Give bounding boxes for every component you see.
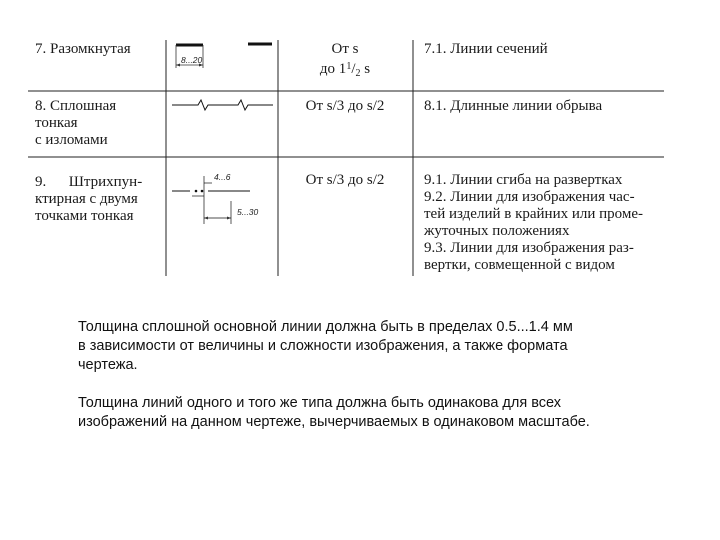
dash-range-label: 5...30 (237, 207, 259, 217)
row-7-name (35, 41, 131, 58)
row-8-name (35, 98, 116, 149)
row-9-purpose-line-3: тей изделий в крайних или проме- (424, 206, 644, 222)
row-7-name-line: 7. Разомкнутая (35, 41, 131, 57)
body-text (78, 318, 668, 451)
row-8-thickness-value: От s/3 до s/2 (305, 98, 385, 114)
row-9-name-line-2: ктирная с двумя (35, 191, 138, 207)
row-9-name-line-1: 9. Штрихпун- (35, 174, 143, 190)
row-9-name-line-3: точками тонкая (35, 208, 134, 224)
row-9-purpose-line-4: жуточных положениях (424, 223, 570, 239)
row-9-purpose (424, 172, 643, 274)
paragraph-line-thickness-range: Толщина сплошной основной линии должна быть в пределах 0.5...1.4 мм в зависимости от величины и сложности изображения, а также формата чертежа. (78, 319, 573, 373)
row-8-purpose-line: 8.1. Длинные линии обрыва (424, 98, 603, 114)
row-8-purpose (424, 98, 602, 115)
row-7-purpose (424, 41, 548, 58)
row-9-thickness (280, 172, 410, 189)
dash-length-label: 8...20 (181, 55, 203, 65)
row-9-name (35, 174, 163, 225)
row-9-thickness-value: От s/3 до s/2 (305, 172, 385, 188)
row-9-purpose-line-5: 9.3. Линии для изображения раз- (424, 240, 634, 256)
row-9-purpose-line-6: вертки, совмещенной с видом (424, 257, 615, 273)
row-7-purpose-line: 7.1. Линии сечений (424, 41, 548, 57)
row-8-name-line-3: с изломами (35, 132, 108, 148)
row-7-thickness-line2: до $1^1/_2$ s (319, 61, 371, 79)
row-9-purpose-line-2: 9.2. Линии для изображения час- (424, 189, 635, 205)
row-8-thickness (280, 98, 410, 115)
zigzag-line-sample (172, 100, 273, 110)
gap-length-label: 4...6 (214, 172, 231, 182)
paragraph-line-thickness-consistency: Толщина линий одного и того же типа должна быть одинакова для всех изображений на данном чертеже, вычерчиваемых в одинаковом масштабе. (78, 395, 590, 430)
row-7-thickness-line1: От s (331, 41, 359, 57)
row-7-thickness (280, 41, 410, 82)
row-8-name-line-2: тонкая (35, 115, 78, 131)
row-8-name-line-1: 8. Сплошная (35, 98, 117, 114)
row-9-purpose-line-1: 9.1. Линии сгиба на развертках (424, 172, 623, 188)
